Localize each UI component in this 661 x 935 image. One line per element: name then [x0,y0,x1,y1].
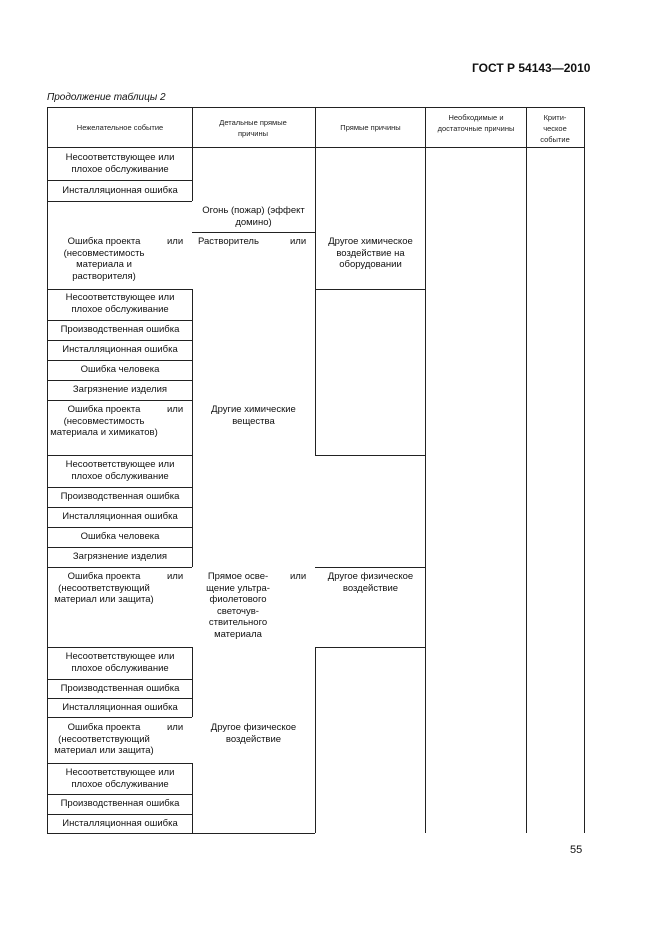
row-separator [47,527,192,528]
event-cell: Несоответствующее или плохое обслуживание [65,767,175,790]
direct-separator [315,455,426,456]
event-cell: Несоответствующее или плохое обслуживание [65,459,175,482]
direct-separator [315,647,426,648]
event-cell: Инсталляционная ошибка [62,818,178,829]
event-cell: Ошибка человека [80,364,160,375]
event-cell: Производственная ошибка [60,798,180,809]
document-code: ГОСТ Р 54143—2010 [472,61,591,75]
row-separator [47,180,192,181]
col-header-critical-event: Крити-ческое событие [540,113,570,144]
row-separator [47,340,192,341]
event-cell: Инсталляционная ошибка [62,344,178,355]
event-cell: Производственная ошибка [60,683,180,694]
col-border-3 [425,107,426,833]
detail-box-edge [315,647,316,833]
detail-box-edge [315,148,316,455]
row-separator [47,289,192,290]
event-cell: Производственная ошибка [60,324,180,335]
or-label: или [167,571,184,582]
row-separator [47,547,192,548]
col-header-necessary-causes: Необходимые и достаточные причины [437,113,515,133]
row-separator [47,567,192,568]
direct-cause-cell: Другое химическое воздействие на оборудовании [328,236,413,270]
row-separator [47,698,192,699]
event-box-edge [192,647,193,717]
detailed-cause-cell: Прямое осве-щение ультра-фиолетового светочув-ствительного материала [206,571,270,640]
col-header-direct-causes: Прямые причины [340,123,401,132]
row-separator [47,814,192,815]
event-cell: Загрязнение изделия [72,551,168,562]
row-separator [47,360,192,361]
or-label: или [290,571,307,582]
or-label: или [290,236,307,247]
detailed-cause-cell: Огонь (пожар) (эффект домино) [202,205,305,228]
event-cell: Загрязнение изделия [72,384,168,395]
row-separator [47,320,192,321]
event-cell: Несоответствующее или плохое обслуживание [65,651,175,674]
direct-separator [315,289,426,290]
event-cell: Ошибка проекта (несовместимость материала и растворителя) [63,236,145,282]
row-separator [47,455,192,456]
event-cell: Ошибка проекта (несоответствующий материал или защита) [54,571,154,605]
detailed-cause-cell: Другое физическое воздействие [210,722,297,745]
row-separator [47,201,192,202]
event-cell: Несоответствующее или плохое обслуживание [65,152,175,175]
event-cell: Несоответствующее или плохое обслуживание [65,292,175,315]
detail-separator [192,833,315,834]
or-label: или [167,722,184,733]
col-header-detailed-causes: Детальные прямые причины [219,118,287,138]
event-cell: Инсталляционная ошибка [62,185,178,196]
row-separator [47,717,192,718]
event-box-edge [192,455,193,567]
detail-separator [192,232,315,233]
event-cell: Ошибка человека [80,531,160,542]
col-border-5 [584,107,585,833]
event-cell: Инсталляционная ошибка [62,702,178,713]
row-separator [47,380,192,381]
row-separator [47,763,192,764]
event-cell: Производственная ошибка [60,491,180,502]
col-border-1-header [192,107,193,148]
event-cell: Инсталляционная ошибка [62,511,178,522]
direct-separator [315,567,426,568]
detailed-cause-cell: Другие химические вещества [211,404,296,427]
row-separator [47,833,192,834]
col-border-4 [526,107,527,833]
event-cell: Ошибка проекта (несовместимость материала и химикатов) [50,404,158,438]
row-separator [47,507,192,508]
row-separator [47,647,192,648]
event-box-edge [192,148,193,201]
row-separator [47,679,192,680]
event-box-edge [192,289,193,455]
or-label: или [167,236,184,247]
col-header-undesired-event: Нежелательное событие [76,123,164,132]
row-separator [47,400,192,401]
page-number: 55 [570,844,583,856]
row-separator [47,794,192,795]
event-box-edge [192,763,193,833]
direct-cause-cell: Другое физическое воздействие [327,571,414,594]
row-separator [47,487,192,488]
table-caption: Продолжение таблицы 2 [47,92,166,103]
or-label: или [167,404,184,415]
detailed-cause-cell: Растворитель [198,236,259,247]
event-cell: Ошибка проекта (несоответствующий материал или защита) [54,722,154,756]
